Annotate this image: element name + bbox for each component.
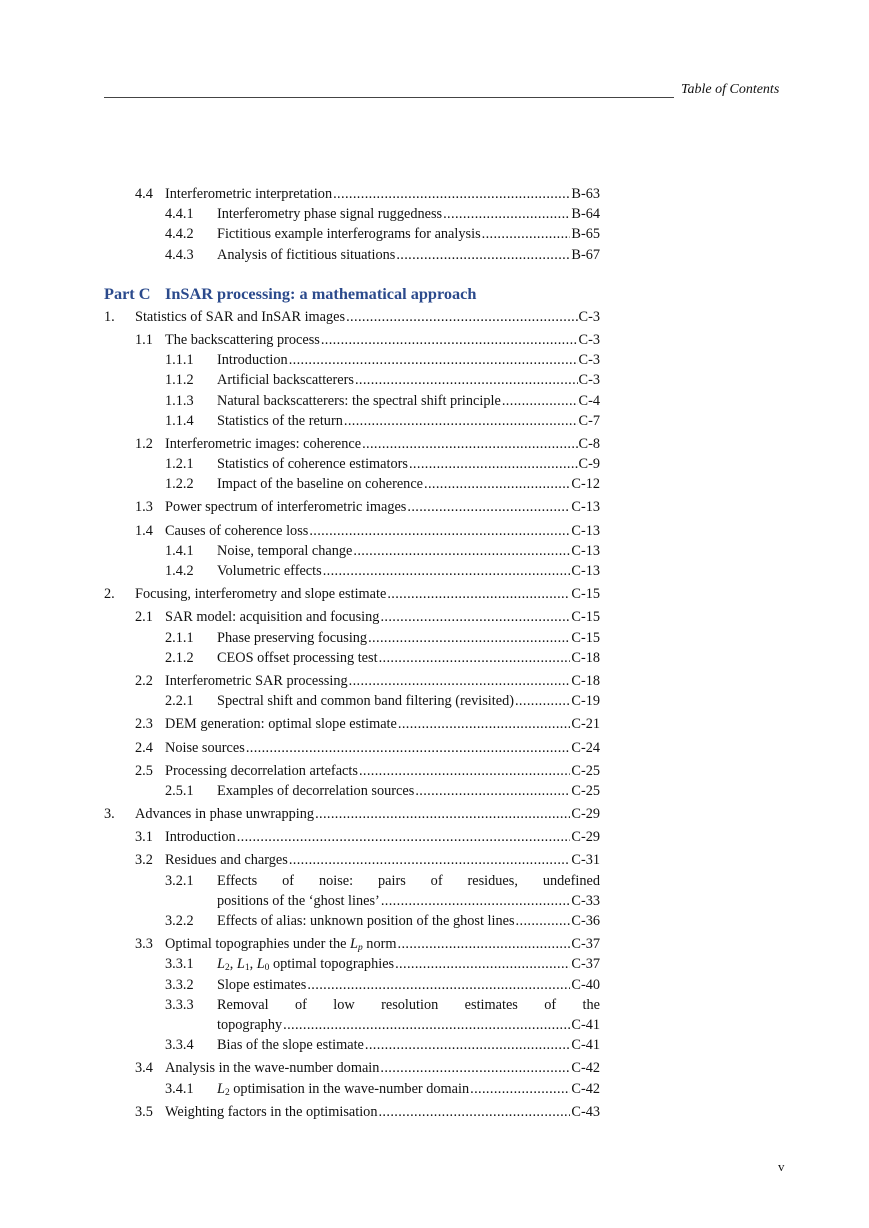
toc-entry-4-4[interactable] bbox=[104, 184, 600, 204]
toc-entry-page: C-43 bbox=[571, 1103, 600, 1120]
toc-entry-page: C-41 bbox=[571, 1016, 600, 1033]
toc-entry-page: C-29 bbox=[571, 806, 600, 823]
header-rule bbox=[104, 97, 674, 98]
math-L: L bbox=[350, 936, 358, 953]
leader-dots bbox=[246, 738, 571, 758]
leader-dots bbox=[387, 584, 570, 604]
toc-entry-4-4-2[interactable] bbox=[104, 224, 600, 244]
separator: , bbox=[229, 956, 237, 973]
toc-entry-1-1-3[interactable] bbox=[104, 391, 600, 411]
toc-entry-number: 1.2.2 bbox=[165, 476, 194, 493]
leader-dots bbox=[309, 521, 570, 541]
leader-dots bbox=[346, 307, 577, 327]
toc-entry-title: Phase preserving focusing bbox=[217, 629, 368, 646]
toc-entry-number: 3.3.4 bbox=[165, 1037, 194, 1054]
toc-entry-number: 2. bbox=[104, 586, 115, 603]
toc-entry-2-5-1[interactable] bbox=[104, 781, 600, 801]
leader-dots bbox=[289, 850, 571, 870]
leader-dots bbox=[378, 1102, 570, 1122]
toc-entry-title: Noise, temporal change bbox=[217, 542, 353, 559]
toc-entry-number: 1.1.3 bbox=[165, 392, 194, 409]
title-text: Optimal topographies under the bbox=[165, 936, 351, 953]
toc-entry-page: C-36 bbox=[571, 913, 600, 929]
toc-entry-number: 3.3 bbox=[135, 936, 153, 953]
toc-entry-title: Residues and charges bbox=[165, 852, 288, 869]
toc-entry-page: C-31 bbox=[571, 852, 600, 869]
toc-entry-page: C-13 bbox=[571, 499, 600, 516]
toc-entry-2-1[interactable] bbox=[104, 607, 600, 627]
toc-entry-number: 3. bbox=[104, 806, 115, 823]
toc-entry-page: C-37 bbox=[571, 936, 600, 953]
leader-dots bbox=[470, 1079, 570, 1099]
math-subscript: 2 bbox=[224, 1087, 230, 1098]
toc-entry-page: C-21 bbox=[571, 716, 600, 733]
toc-entry-title: Volumetric effects bbox=[217, 563, 322, 579]
toc-entry-3-5[interactable] bbox=[104, 1102, 600, 1122]
toc-entry-page: C-41 bbox=[571, 1037, 600, 1054]
math-L: L bbox=[236, 956, 245, 973]
leader-dots bbox=[344, 411, 578, 431]
toc-top-entries bbox=[104, 184, 600, 265]
page-number: v bbox=[778, 1159, 785, 1174]
toc-entry-number: 2.1.2 bbox=[165, 649, 194, 666]
toc-entry-1-2[interactable] bbox=[104, 434, 600, 454]
toc-entry-number: 3.1 bbox=[135, 829, 153, 846]
leader-dots bbox=[398, 934, 571, 954]
toc-entry-number: 4.4.2 bbox=[165, 226, 194, 243]
leader-dots bbox=[407, 497, 570, 517]
toc-entry-title bbox=[217, 1079, 469, 1099]
toc-entry-title: Advances in phase unwrapping bbox=[135, 806, 315, 823]
toc-entry-page: C-42 bbox=[571, 1060, 600, 1077]
toc-entry-title: The backscattering process bbox=[165, 331, 320, 348]
leader-dots bbox=[333, 184, 570, 204]
leader-dots bbox=[362, 434, 577, 454]
toc-entry-number: 1.1 bbox=[135, 331, 153, 348]
toc-entry-number: 3.2 bbox=[135, 852, 153, 869]
toc-entry-page: C-18 bbox=[571, 649, 600, 666]
toc-entry-number: 2.4 bbox=[135, 739, 153, 756]
toc-entry-3[interactable] bbox=[104, 804, 600, 824]
part-title: InSAR processing: a mathematical approach bbox=[165, 283, 477, 303]
toc-entry-1-2-2[interactable] bbox=[104, 474, 600, 494]
toc-entry-page: C-15 bbox=[571, 609, 600, 626]
toc-entry-number: 2.5.1 bbox=[165, 782, 194, 799]
leader-dots bbox=[502, 391, 578, 411]
toc-entry-3-2-2[interactable] bbox=[104, 911, 600, 931]
toc-entry-number: 3.3.2 bbox=[165, 976, 194, 993]
toc-entry-page: C-13 bbox=[571, 542, 600, 559]
toc-entries bbox=[104, 307, 600, 871]
toc-entry-title: Introduction bbox=[165, 829, 236, 846]
toc-entry-1-4-1[interactable] bbox=[104, 541, 600, 561]
toc-entry-title: Effects of alias: unknown position of the ghost lines bbox=[217, 913, 515, 929]
toc-entry-title: CEOS offset processing test bbox=[217, 649, 378, 666]
toc-entry-title: Artificial backscatterers bbox=[217, 372, 354, 389]
leader-dots bbox=[380, 1058, 570, 1078]
toc-entry-title: Interferometric interpretation bbox=[165, 186, 333, 202]
toc-entry-number: 3.4 bbox=[135, 1060, 153, 1077]
toc-entry-3-3-3-continued[interactable] bbox=[104, 1015, 600, 1035]
toc-entry-4-4-1[interactable] bbox=[104, 204, 600, 224]
toc-entry-page: C-24 bbox=[571, 739, 600, 756]
toc-entry-title: DEM generation: optimal slope estimate bbox=[165, 716, 397, 733]
toc-entry-number: 1.1.4 bbox=[165, 412, 194, 429]
math-L: L bbox=[217, 956, 225, 973]
toc-entry-page: C-15 bbox=[571, 629, 600, 646]
toc-entry-number: 1.1.2 bbox=[165, 372, 194, 389]
leader-dots bbox=[365, 1035, 571, 1055]
toc-entry-3-4-1[interactable] bbox=[104, 1079, 600, 1099]
toc-entry-title: SAR model: acquisition and focusing bbox=[165, 609, 380, 626]
toc-entry-3-3-2[interactable] bbox=[104, 975, 600, 995]
leader-dots bbox=[321, 330, 578, 350]
toc-entry-title: Processing decorrelation artefacts bbox=[165, 762, 358, 779]
toc-entry-title-line2: positions of the ‘ghost lines’ bbox=[217, 892, 380, 909]
math-subscript-p: p bbox=[357, 943, 363, 954]
toc-entry-title bbox=[165, 934, 397, 954]
part-heading bbox=[104, 281, 600, 307]
toc-entry-2-2[interactable] bbox=[104, 671, 600, 691]
toc-entry-number: 1. bbox=[104, 308, 115, 325]
leader-dots bbox=[359, 761, 570, 781]
toc-entry-page: C-29 bbox=[571, 829, 600, 846]
leader-dots bbox=[307, 975, 570, 995]
toc-entry-page: C-42 bbox=[571, 1080, 600, 1097]
toc-entry-1-1[interactable] bbox=[104, 330, 600, 350]
toc-entry-page: C-25 bbox=[571, 762, 600, 779]
toc-entry-page: C-15 bbox=[571, 586, 600, 603]
toc-entry-title-line1: Removal of low resolution estimates of the bbox=[217, 996, 600, 1013]
leader-dots bbox=[289, 350, 578, 370]
toc-entry-2-5[interactable] bbox=[104, 761, 600, 781]
leader-dots bbox=[398, 714, 571, 734]
toc-entry-page: C-37 bbox=[571, 956, 600, 973]
toc-entry-page: C-7 bbox=[578, 412, 600, 429]
toc-entry-3-3-4[interactable] bbox=[104, 1035, 600, 1055]
toc-entry-number: 4.4 bbox=[135, 186, 153, 202]
toc-entry-title-line1: Effects of noise: pairs of residues, undefined bbox=[217, 872, 600, 889]
title-text: norm bbox=[362, 936, 397, 953]
toc-entry-title: Focusing, interferometry and slope estimate bbox=[135, 586, 387, 603]
leader-dots bbox=[415, 781, 570, 801]
toc-entry-number: 2.5 bbox=[135, 762, 153, 779]
toc-entry-number: 1.2.1 bbox=[165, 456, 194, 473]
toc-entry-page: C-25 bbox=[571, 782, 600, 799]
toc-entry-page: B-67 bbox=[571, 246, 600, 263]
toc-entry-title: Interferometric SAR processing bbox=[165, 672, 348, 689]
toc-entry-number: 1.1.1 bbox=[165, 352, 194, 369]
toc-entry-number: 2.3 bbox=[135, 716, 153, 733]
toc-entry-page: B-63 bbox=[571, 186, 600, 202]
table-of-contents bbox=[104, 184, 600, 1122]
toc-entry-2-1-1[interactable] bbox=[104, 628, 600, 648]
toc-entry-number: 1.4 bbox=[135, 522, 153, 539]
title-text: optimisation in the wave-number domain bbox=[229, 1080, 470, 1097]
math-L: L bbox=[256, 956, 265, 973]
toc-entry-title: Examples of decorrelation sources bbox=[217, 782, 415, 799]
toc-entry-3-3-3[interactable] bbox=[104, 995, 600, 1015]
toc-entry-page: C-3 bbox=[578, 331, 600, 348]
running-header: Table of Contents bbox=[681, 82, 780, 97]
toc-entry-title: Analysis of fictitious situations bbox=[217, 246, 396, 263]
leader-dots bbox=[237, 827, 571, 847]
toc-entry-number: 1.4.1 bbox=[165, 542, 194, 559]
toc-entry-number: 4.4.3 bbox=[165, 246, 194, 263]
toc-entry-page: C-13 bbox=[571, 563, 600, 579]
math-subscript: 0 bbox=[264, 963, 270, 974]
toc-entry-1-1-4[interactable] bbox=[104, 411, 600, 431]
math-subscript: 1 bbox=[244, 963, 250, 974]
toc-entry-page: C-13 bbox=[571, 522, 600, 539]
leader-dots bbox=[409, 454, 578, 474]
leader-dots bbox=[516, 911, 571, 931]
toc-entry-title: Introduction bbox=[217, 352, 288, 369]
leader-dots bbox=[355, 370, 578, 390]
toc-entry-number: 3.5 bbox=[135, 1103, 153, 1120]
toc-entry-title: Power spectrum of interferometric images bbox=[165, 499, 407, 516]
toc-entry-2-2-1[interactable] bbox=[104, 691, 600, 711]
toc-entry-4-4-3[interactable] bbox=[104, 245, 600, 265]
toc-entry-1-2-1[interactable] bbox=[104, 454, 600, 474]
toc-entry-1[interactable] bbox=[104, 307, 600, 327]
toc-entry-page: C-12 bbox=[571, 476, 600, 493]
leader-dots bbox=[515, 691, 570, 711]
leader-dots bbox=[353, 541, 570, 561]
toc-entry-3-2-1-continued[interactable] bbox=[104, 891, 600, 911]
leader-dots bbox=[424, 474, 570, 494]
toc-entry-page: C-9 bbox=[578, 456, 600, 473]
toc-entry-2[interactable] bbox=[104, 584, 600, 604]
toc-entry-title-line2: topography bbox=[217, 1016, 283, 1033]
leader-dots bbox=[443, 204, 570, 224]
toc-entry-number: 1.2 bbox=[135, 435, 153, 452]
toc-entry-3-3[interactable] bbox=[104, 934, 600, 954]
toc-entry-title: Noise sources bbox=[165, 739, 245, 756]
toc-entry-title bbox=[217, 954, 394, 974]
toc-entry-3-2-1[interactable] bbox=[104, 871, 600, 891]
toc-entry-title: Slope estimates bbox=[217, 976, 307, 993]
toc-entry-title: Causes of coherence loss bbox=[165, 522, 309, 539]
toc-entry-2-1-2[interactable] bbox=[104, 648, 600, 668]
toc-entry-number: 3.2.2 bbox=[165, 913, 194, 929]
math-subscript: 2 bbox=[224, 963, 230, 974]
toc-entry-title: Analysis in the wave-number domain bbox=[165, 1060, 380, 1077]
toc-entry-number: 2.2 bbox=[135, 672, 153, 689]
math-L: L bbox=[217, 1080, 225, 1097]
toc-entry-number: 1.4.2 bbox=[165, 563, 194, 579]
leader-dots bbox=[315, 804, 570, 824]
leader-dots bbox=[380, 607, 570, 627]
toc-entry-3-4[interactable] bbox=[104, 1058, 600, 1078]
toc-entry-1-1-2[interactable] bbox=[104, 370, 600, 390]
toc-entry-3-2[interactable] bbox=[104, 850, 600, 870]
toc-entry-title: Statistics of coherence estimators bbox=[217, 456, 408, 473]
toc-entry-2-3[interactable] bbox=[104, 714, 600, 734]
leader-dots bbox=[323, 561, 571, 581]
toc-entry-number: 3.3.1 bbox=[165, 956, 194, 973]
toc-entry-title: Statistics of SAR and InSAR images bbox=[135, 308, 346, 325]
toc-entry-page: C-40 bbox=[571, 976, 600, 993]
leader-dots bbox=[482, 224, 571, 244]
toc-entry-page: B-65 bbox=[571, 226, 600, 243]
toc-entry-page: B-64 bbox=[571, 206, 600, 223]
toc-entry-number: 4.4.1 bbox=[165, 206, 194, 223]
toc-entry-title: Spectral shift and common band filtering (revisited) bbox=[217, 693, 514, 710]
toc-entry-title: Bias of the slope estimate bbox=[217, 1037, 364, 1054]
toc-entry-1-3[interactable] bbox=[104, 497, 600, 517]
toc-entry-page: C-19 bbox=[571, 693, 600, 710]
toc-entry-number: 3.4.1 bbox=[165, 1080, 194, 1097]
toc-entry-title: Impact of the baseline on coherence bbox=[217, 476, 424, 493]
toc-entry-title: Interferometry phase signal ruggedness bbox=[217, 206, 443, 223]
leader-dots bbox=[395, 954, 570, 974]
separator: , bbox=[249, 956, 257, 973]
toc-entry-title: Interferometric images: coherence bbox=[165, 435, 362, 452]
leader-dots bbox=[379, 648, 571, 668]
toc-entry-title: Fictitious example interferograms for analysis bbox=[217, 226, 481, 243]
leader-dots bbox=[283, 1015, 570, 1035]
part-code: Part C bbox=[104, 283, 151, 303]
leader-dots bbox=[368, 628, 570, 648]
toc-entry-page: C-18 bbox=[571, 672, 600, 689]
toc-entry-page: C-3 bbox=[578, 352, 600, 369]
toc-entry-number: 2.1.1 bbox=[165, 629, 194, 646]
toc-entry-title: Weighting factors in the optimisation bbox=[165, 1103, 378, 1120]
toc-entry-page: C-8 bbox=[578, 435, 600, 452]
leader-dots bbox=[381, 891, 571, 911]
toc-entry-number: 3.2.1 bbox=[165, 872, 194, 889]
leader-dots bbox=[396, 245, 570, 265]
leader-dots bbox=[349, 671, 571, 691]
toc-entry-2-4[interactable] bbox=[104, 738, 600, 758]
toc-entry-page: C-3 bbox=[578, 308, 600, 325]
toc-entry-number: 2.2.1 bbox=[165, 693, 194, 710]
title-text: optimal topographies bbox=[269, 956, 395, 973]
toc-entry-page: C-3 bbox=[578, 372, 600, 389]
toc-entry-number: 2.1 bbox=[135, 609, 153, 626]
toc-entry-3-3-1[interactable] bbox=[104, 954, 600, 974]
toc-entry-title: Natural backscatterers: the spectral shift principle bbox=[217, 392, 501, 409]
toc-entry-1-4-2[interactable] bbox=[104, 561, 600, 581]
toc-entry-page: C-33 bbox=[571, 892, 600, 909]
toc-entry-title: Statistics of the return bbox=[217, 412, 343, 429]
toc-entry-1-4[interactable] bbox=[104, 521, 600, 541]
toc-entry-3-1[interactable] bbox=[104, 827, 600, 847]
toc-entry-page: C-4 bbox=[578, 392, 600, 409]
toc-entry-1-1-1[interactable] bbox=[104, 350, 600, 370]
toc-entry-number: 3.3.3 bbox=[165, 996, 194, 1013]
toc-entry-number: 1.3 bbox=[135, 499, 153, 516]
